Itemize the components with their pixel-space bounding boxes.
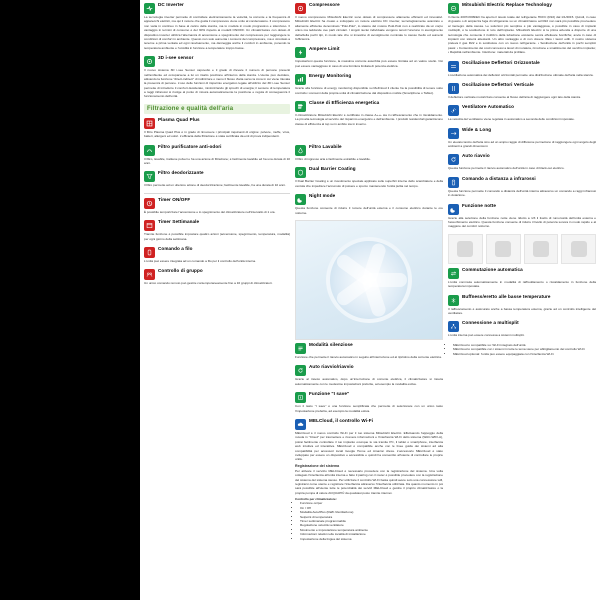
feature-title: DC Inverter	[158, 2, 184, 7]
feature-header	[295, 100, 443, 112]
feature-header	[295, 144, 443, 156]
feature-body: Un elevato lancio dell'aria sino ad un ampio raggio di diffusione permettono di raggiungere ogni angolo degli ambienti a grandi dimensioni.	[448, 139, 596, 149]
feature-replace-technology	[448, 2, 596, 55]
feature-header	[144, 197, 290, 209]
night-mode-icon	[448, 204, 459, 215]
list-item: • Timer settimanale programmabile	[300, 519, 443, 523]
deodorizing-filter-icon	[144, 171, 155, 182]
feature-body: Il filtro, lavabile, trattiene polveri e ha una azione di filtrazione; è facilmente lavabile ed ha una durata di 10 anni.	[144, 156, 291, 166]
feature-wide-long	[448, 127, 596, 149]
dual-barrier-icon	[295, 167, 306, 178]
feature-title: Plasma Quad Plus	[158, 116, 200, 122]
feature-washable-filter	[295, 144, 443, 161]
product-thumbnail	[524, 234, 559, 264]
product-shape	[495, 241, 511, 257]
feature-body: Il filtro Plasma Quad Plus è in grado di rimuovere i principali inquinanti di origine: polvere, muffe, virus, batteri, allergeni ed odori. L'efficacia della filtrazione è stata certificata da enti di prova indipendenti.	[144, 129, 291, 139]
list-item: • Funzione on/per	[300, 501, 443, 505]
feature-title: Funzione notte	[462, 202, 497, 208]
feature-plasma-quad-plus	[144, 117, 290, 139]
feature-title: 3D i-see sensor	[158, 55, 194, 61]
feature-header	[295, 46, 443, 58]
feature-body: La velocità del ventilatore viene regolata in automatico a seconda delle condizioni impostate.	[448, 117, 575, 122]
bullet-list	[448, 343, 596, 356]
feature-header	[295, 166, 443, 178]
list-item: • Modalità Auto/Plus (Raffr./Ventilazione)	[300, 510, 443, 514]
feature-ir-remote	[448, 176, 596, 198]
list-item: • Movimento e impostazione temperatura ambiente	[300, 528, 443, 532]
product-image-row	[448, 234, 596, 264]
feature-ampere-limit	[295, 46, 443, 68]
divider	[144, 193, 290, 194]
feature-body: Un unico comando remoto può gestire contemporaneamente fino a 16 gruppi di climatizzatori.	[144, 281, 273, 286]
column-2	[295, 2, 443, 600]
feature-title: Comando a distanza a infrarossi	[462, 175, 536, 181]
energy-class-icon	[295, 101, 306, 112]
feature-auto-commutation	[448, 267, 596, 289]
feature-header	[448, 60, 596, 72]
feature-header	[448, 104, 596, 116]
product-thumbnail	[448, 234, 483, 264]
feature-header	[144, 246, 290, 258]
feature-title: Auto riavvio/riavvio	[309, 364, 354, 370]
feature-body: Il raffrescamento è assicurato anche a bassa temperatura esterna, grazie ad un controllo intelligente del ventilatore.	[448, 306, 596, 315]
feature-night-mode	[295, 193, 443, 215]
feature-i-save	[295, 391, 443, 413]
feature-title: Commutazione automatica	[462, 266, 523, 272]
melcloud-sub-body: Per attivare il servizio MELCloud è necessario procedere con la registrazione del sistema. Una volta collegato l'interfaccia all'unità interna e fatto il pairing con il router è possibile procedere con la registrazione del sistema del sistema stesso. Per utilizzare il controllo Wi-Fi basta quindi avere solo una connessione wifi, registrarsi come utente e registrare l'interfaccia attraverso l'interfaccia utilizzata. Da quanto momento in poi sarà possibile all'utente tutte le potenzialità dei servizi MELCloud e gestire il proprio climatizzatore o la propria pompa di calore ACQUAPIÙ da qualsiasi posto tramite internet.	[295, 468, 443, 495]
feature-horizontal-vane	[448, 60, 596, 77]
melcloud-control-list	[295, 501, 443, 541]
feature-body: Il cliente 2007/2009/EC ha aperto il tavolo totale del refrigerante HCFC (R22) dal 1/1/2015. Quindi, in caso di guasto o di ampiezza fuga di refrigerante su un climatizzatore ad R22 non sarà più possibile provvedere al rientegro della stessa. Le soluzioni più semplice è più vantaggiosa, è possibile in caso di impianti multisplit, è la sostituzione in toto dell'impianto. Mitsubishi Electric si la prima azienda a disporre di una tecnologia che consente il riutilizzo della tubazione esistente senza effettuare bonifiche; avvia in caso di impianti con sistemi attestanti. Un altro vantaggio è di non dovere rifare i lavori edili. Il nostro sistema preleva il gas R22 e lo sostituisce con un nuovo refrigerante. • Sostituzione dell'unità in pochi semplici passi: • Contenimento dei costi connessi a lavori di muratura, rimozione e smaltimento del vecchio impianto; • Rapidità nell'ambiente. Intuizione: materiali da profilare.	[448, 15, 596, 55]
feature-title: Mitsubishi Electric Replace Technology	[462, 2, 552, 7]
feature-compressor	[295, 2, 443, 41]
horizontal-vane-icon	[448, 61, 459, 72]
feature-wired-remote	[144, 246, 290, 263]
feature-title: Filtro purificatore anti-odori	[158, 143, 222, 149]
feature-body: È possibile temporizzare l'accensione e lo spegnimento del climatizzatore nell'intervallo di 1 ora.	[144, 209, 276, 214]
air-section-banner: Filtrazione e qualità dell'aria	[144, 104, 290, 114]
feature-energy-class	[295, 100, 443, 126]
feature-title: Connessione a multisplit	[462, 320, 519, 326]
feature-header	[295, 2, 443, 14]
feature-header	[295, 418, 443, 430]
list-item: • MELCloud optional: l'unità può essere equipaggiata con l'interfaccia Wi-Fi	[453, 352, 596, 356]
feature-deodorizing-filter	[144, 170, 290, 187]
airflow-diagram	[295, 220, 443, 340]
group-control-icon	[144, 269, 155, 280]
feature-body: Il filtro permette ad un ulteriore azione di deodorizzazione; facilmente lavabile, ha una durata di 10 anni.	[144, 183, 286, 188]
product-thumbnail	[561, 234, 596, 264]
list-item: • MELCloud è compatibile su: Wi-Fi integrato dell'unità	[453, 343, 596, 347]
feature-header	[295, 193, 443, 205]
feature-header	[448, 320, 596, 332]
feature-title: Filtro deodorizzante	[158, 170, 204, 176]
wired-remote-icon	[144, 247, 155, 258]
melcloud-icon	[295, 419, 306, 430]
wide-long-icon	[448, 128, 459, 139]
feature-body: Il nuovo sistema 3D i-see Sensor capovolto e il grado di rilevare il numero di persone presenti nell'ambiente ed occuparsene a lui un risalto posizione all'interno della stanza. L'utente può decidere, attivando la funzione "direct-indirect" di indirizzare o meno il flusso d'aria verso la zona in cui viene rilevata la presenza di persone. L'uso delle funzioni di risparmio energetico legate all'utilizzo del 3D i-see Sensor permette di introdurre il comfort desiderato, minimizzando gli sprechi di energia; il sensore di temperatura a raggi infrarossi si rivolge al punto di misura automaticamente la posizione e regola di conseguenza il funzionamento dell'unità.	[144, 68, 291, 99]
feature-body: La tecnologia inverter permette di controllare elettronicamente la velocità, la corrente e la frequenza di apparecchi elettrici, ma qui il motore che guida il compressore viene unito al condensatore. Il compressore non varia in continuo in base al carico della stanza, ma lo modula in modo progressivo e silenzioso. Il vantaggio in termini di consumo è del 30% rispetto ai modelli ON/OFF. Un climatizzatore con dotato di dispositivo inverter utilizza l'alternanza di accensione e spegnimento del compressore per raggiungere le condizioni di comfort in ambiente. Questo non solo aumenta i consumi del compressore, ma è vincolato a tenerne a prima ventata ed ogni ravvisamento, ma danneggia anche il comfort in ambiente, ponendo la temperatura ambiente e l'umidità in funzione a temperature troppo basse.	[144, 15, 291, 50]
feature-body: Grazie alla funzione di energy monitoring disponibile su MelCloud il cliente ha la possibilità di tenere sotto controllo i consumi della propria unità di climatizzazione dal dispositivo mobile (Smartphone o Tablet).	[295, 86, 443, 95]
column-1	[144, 2, 290, 600]
feature-body: Il climatizzatore Mitsubishi Electric è certificato in classe A+++ sia in raffrescamento che in riscaldamento. La più alta tecnologia al servizio del risparmio energetico e dell'ambiente. I prodotti residenziali garantiscono classe di efficienza al top su in ambito sia in inverno.	[295, 112, 443, 126]
control-list	[295, 501, 443, 541]
feature-title: Timer Settimanale	[158, 219, 200, 225]
feature-body: Questa funzione consente di ridurre il rumore dell'unità esterna e il consumo elettrico durante le ore notturne.	[295, 206, 443, 215]
feature-title: Oscillazione Deflettori Verticale	[462, 81, 534, 87]
3d-sensor-icon	[144, 56, 155, 67]
dc-inverter-icon	[144, 3, 155, 14]
list-item: • Setpoint di temperatura	[300, 515, 443, 519]
night-mode-icon	[295, 194, 306, 205]
air-purifier-icon	[144, 145, 155, 156]
feature-body: Questa funzione permette il comando a distanza dell'unità interna attraverso un comando a raggi infrarossi in dotazione.	[448, 188, 596, 198]
feature-dc-inverter	[144, 2, 290, 50]
feature-auto-fan	[448, 104, 596, 121]
column-3	[448, 2, 596, 600]
feature-header	[295, 391, 443, 403]
feature-header	[144, 219, 290, 231]
ampere-limit-icon	[295, 47, 306, 58]
feature-body: Il filtro di ingresso aria è facilmente estraibile e lavabile.	[295, 157, 371, 162]
feature-header	[448, 294, 596, 306]
list-item: • On / Off	[300, 506, 443, 510]
melcloud-subheading: Registrazione del sistema	[295, 463, 340, 468]
auto-restart-icon	[295, 365, 306, 376]
feature-title: Controllo di gruppo	[158, 268, 203, 274]
feature-header	[448, 2, 596, 14]
list-item: • Regolazione velocità ventilatore	[300, 523, 443, 527]
low-temp-icon	[448, 295, 459, 306]
feature-energy-monitoring	[295, 73, 443, 95]
i-save-icon	[295, 392, 306, 403]
feature-title: Wide & Long	[462, 126, 492, 132]
feature-title: Ventilatore Automatico	[462, 104, 515, 110]
feature-header	[144, 55, 290, 67]
compressor-icon	[295, 3, 306, 14]
list-item: • Informazioni relativi nelle località di installazione	[300, 532, 443, 536]
timer-icon	[144, 198, 155, 209]
plasma-quad-icon	[144, 118, 155, 129]
feature-air-purifier	[144, 144, 290, 166]
feature-header	[144, 170, 290, 182]
feature-body: Il deflettore verticale motorizzato consente al flusso dell'aria di raggiungere ogni lato della stanza.	[448, 94, 582, 99]
feature-title: Timer ON/OFF	[158, 196, 191, 202]
feature-advanced-modes	[295, 342, 443, 359]
feature-header	[144, 117, 290, 129]
feature-body: Funzione che permette il riavvio automatico in seguito all'interruzione ed al ripristino della corrente elettrica.	[295, 355, 442, 360]
feature-body: Questa funzione permette il riavvio automatico dell'unità in caso di black-out elettrico.	[448, 166, 565, 171]
feature-body: L'unità interna può essere connessa a sistemi multisplit.	[448, 333, 525, 338]
auto-vent-icon	[448, 105, 459, 116]
feature-body: Grazie al riavvio automatico, dopo un'interruzione di corrente elettrica, il climatizzatore si riavvia automaticamente con le medesime impostazioni preferite, ad esempio la modalità estiva.	[295, 377, 443, 386]
feature-header	[144, 268, 290, 280]
feature-title: Energy Monitoring	[309, 73, 352, 79]
feature-header	[448, 127, 596, 139]
feature-header	[144, 144, 290, 156]
feature-header	[295, 342, 443, 354]
document-sheet	[140, 0, 600, 600]
auto-restart-icon	[448, 154, 459, 165]
auto-commutation-icon	[448, 268, 459, 279]
feature-multisplit-connection	[448, 320, 596, 337]
feature-body: L'unità può essere integrata ad un comando a filo per il controllo dell'unità interna.	[144, 258, 256, 263]
product-shape	[533, 241, 549, 257]
feature-title: Auto riavvio	[462, 153, 490, 159]
feature-body: Il nuovo compressore Mitsubishi Electric sono dotato di compressore altamente efficienti ed innovativi. Mitsubishi Electric ha creato e sviluppato un motore elettrico DC inverter, tecnologicamente avanzato e altamente efficiente denominato "Poki-Poki", lo statore del motore Poki-Poki non è realizzato da un corpo unico ma leddonde ove parti circolari. I singoli nuclei individuale vengono tenuti l'uno/uno in avvolgimento dello/della pochi tipi, in modo tale che si innestino di avvolgimento nominale lo stesso livello ed aumenti l'efficienza.	[295, 15, 443, 41]
feature-header	[295, 73, 443, 85]
feature-auto-restart	[295, 364, 443, 386]
feature-dual-barrier-coating	[295, 166, 443, 188]
feature-group-control	[144, 268, 290, 285]
product-shape	[571, 241, 587, 257]
feature-title: Oscillazione Deflettori Orizzontale	[462, 59, 540, 65]
feature-timer-onoff	[144, 197, 290, 214]
feature-title: Ampere Limit	[309, 46, 340, 52]
feature-title: Classe di Efficienza energetica	[309, 99, 380, 105]
feature-low-temperature	[448, 294, 596, 316]
feature-title: Night mode	[309, 193, 336, 199]
product-shape	[457, 241, 473, 257]
feature-title: Funzione "I save"	[309, 391, 350, 397]
remote-control-icon	[448, 177, 459, 188]
feature-title: Compressore	[309, 2, 340, 7]
feature-header	[448, 203, 596, 215]
feature-title: MELCloud, il controllo Wi-Fi	[309, 417, 374, 423]
feature-title: Filtro Lavabile	[309, 144, 342, 150]
feature-melcloud	[295, 418, 443, 541]
feature-3d-isee-sensor	[144, 55, 290, 99]
multi-connection-icon	[448, 321, 459, 332]
r32-gas-icon	[448, 3, 459, 14]
feature-body: L'unità commuta automaticamente in modalità di raffreddamento o riscaldamento in funzione della temperatura impostata.	[448, 279, 596, 289]
feature-header	[295, 364, 443, 376]
feature-header	[448, 82, 596, 94]
melcloud-list-title: Controllo per climatizzatore:	[295, 497, 337, 502]
feature-body: Grazie alla selezione della funzione notte viene ridotto a 1/3 il livello di rumorosità dell'unità esterna e l'assorbimento elettrico. Questa funzione consente di ridurre il livello di potenza sonora in modo rapido e al maggiore del comfort notturno.	[448, 215, 596, 229]
feature-header	[144, 2, 290, 14]
feature-body: Con il tasto "I save" è una funzione semplificata che permette di selezionare con un unico tasto l'impostazione preferita, ad esempio la modalità estiva.	[295, 404, 443, 413]
list-item: • Impostazione della lingua del sistema	[300, 537, 443, 541]
column-container	[140, 0, 600, 600]
feature-weekly-timer	[144, 219, 290, 241]
feature-header	[448, 176, 596, 188]
feature-body: Tramite funzione è possibile impostare quattro azioni (accensione, spegnimento, temperatura, modalità) per ogni giorno della settimana.	[144, 232, 291, 241]
vertical-vane-icon	[448, 83, 459, 94]
feature-body: Impostazioni questa funzione, la massima corrente assorbita può essere limitata ad un valore scelto. Ciò può essere vantaggioso in caso di una fornitura limitata di potenza elettrica.	[295, 59, 443, 68]
product-thumbnail	[486, 234, 521, 264]
advanced-modes-icon	[295, 343, 306, 354]
list-item: • MELCloud è compatibile con i sistemi in tutte le tema viene per abbigliamento del controllo Wi-Fi	[453, 347, 596, 351]
washable-filter-icon	[295, 145, 306, 156]
weekly-timer-icon	[144, 220, 155, 231]
feature-body: L'oscillazione automatica dei deflettori orizzontali permette una distribuzione ottimale dell'aria nella stanza.	[448, 72, 594, 77]
feature-title: Modalità silenziose	[309, 342, 353, 348]
feature-header	[448, 267, 596, 279]
feature-auto-restart-2	[448, 153, 596, 170]
energy-monitoring-icon	[295, 74, 306, 85]
feature-title: Buffness/eretto alle basse temperature	[462, 293, 551, 299]
feature-title: Dual Barrier Coating	[309, 166, 356, 172]
feature-header	[448, 153, 596, 165]
feature-body: MELCloud è il nuovo controllo Wi-Fi per il tuo sistema Mitsubishi Electric. Effettuando l'appoggio della nuvola in "Cloud" per trasmettere e ricevere informazioni e l'interfaccia Wi-Fi dello sistema (WAC-WIFI-A), potrai facilmente controllare il tuo impianto ovunque tu sia tramite PC, il tablet o smartphone, interfaccia web intuitiva ed interattiva. MELCloud è compatibile anche con le linee guida dei sistemi ad alta compatibilità per accessori locali Google Home ed Amazon Alexa. L'accessorio MELCloud è stato sviluppato per essere un dispositivo e accessibile e quindi ha consentito all'utente di controllare le proprie unità.	[295, 430, 443, 462]
feature-vertical-vane	[448, 82, 596, 99]
melcloud-bullets	[448, 343, 596, 356]
feature-night-function	[448, 203, 596, 229]
feature-title: Comando a filo	[158, 245, 193, 251]
feature-body: Il Dual Barrier Coating è un rivestimento speciale applicato sulle superfici interne dello scambiatore e della ventola che impedisce l'accumulo di polvere e sporco mantenendo l'unità pulita nel tempo.	[295, 179, 443, 188]
